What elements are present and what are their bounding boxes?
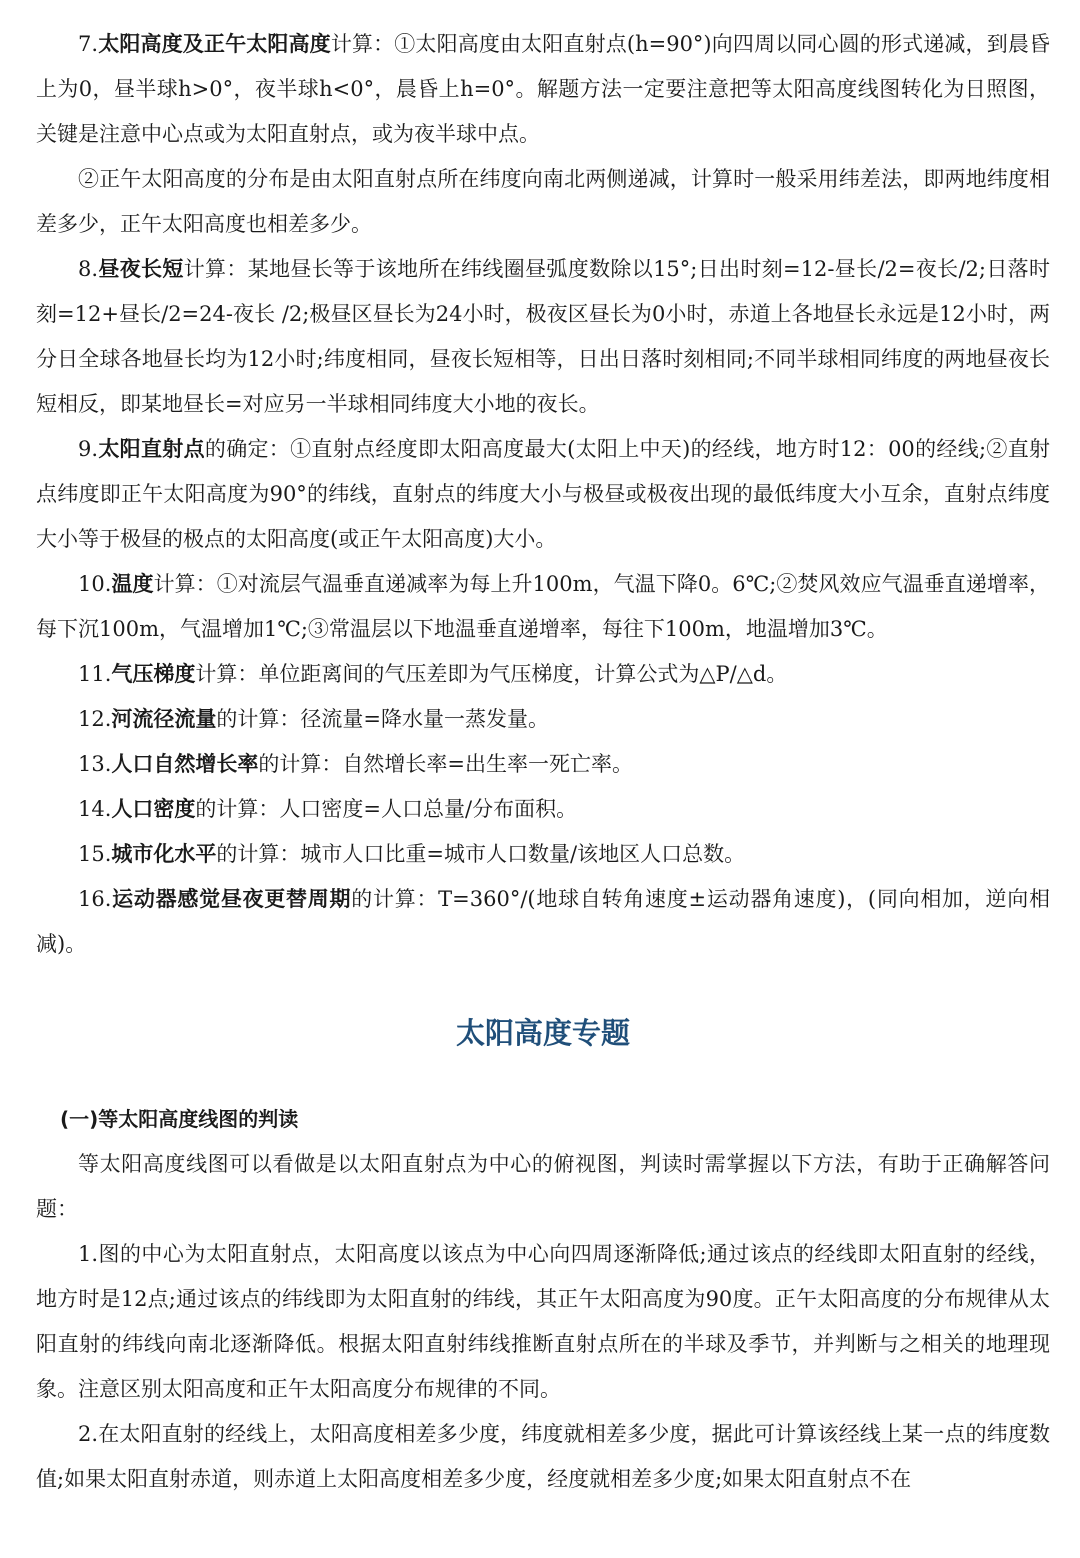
item-text: 的计算：人口密度=人口总量/分布面积。 [195,797,578,821]
item-9 [36,427,1050,562]
section-title: 太阳高度专题 [455,1016,630,1050]
item-text: 计算：某地昼长等于该地所在纬线圈昼弧度数除以15°;日出时刻=12-昼长/2=夜长/2;日落时刻=12+昼长/2=24-夜长 /2;极昼区昼长为24小时，极夜区昼长为0小时，赤道上各地昼长永远是12小时，两分日全球各地昼长均为12小时;纬度相同，昼夜长短相等，日出日落时刻相同;不同半球相同纬度的两地昼夜长短相反，即某地昼长=对应另一半球相同纬度大小地的夜长。 [36,257,1051,416]
item-10 [36,562,1050,652]
item-text: 计算：①太阳高度由太阳直射点(h=90°)向四周以同心圆的形式递减，到晨昏上为0，昼半球h>0°，夜半球h<0°，晨昏上h=0°。解题方法一定要注意把等太阳高度线图转化为日照图，关键是注意中心点或为太阳直射点，或为夜半球中点。 [36,32,1050,146]
section-subheading: (一)等太阳高度线图的判读 [60,1107,299,1131]
section-point-1: 1.图的中心为太阳直射点，太阳高度以该点为中心向四周逐渐降低;通过该点的经线即太阳直射的经线，地方时是12点;通过该点的纬线即为太阳直射的纬线，其正午太阳高度为90度。正午太阳高度的分布规律从太阳直射的纬线向南北逐渐降低。根据太阳直射纬线推断直射点所在的半球及季节，并判断与之相关的地理现象。注意区别太阳高度和正午太阳高度分布规律的不同。 [36,1242,1050,1401]
item-keyword: 太阳直射点 [98,437,205,461]
item-keyword: 人口自然增长率 [111,752,259,776]
item-number: 8. [78,257,99,281]
item-keyword: 人口密度 [111,797,196,821]
item-number: 10. [78,572,112,596]
item-number: 11. [78,662,112,686]
item-text: 的计算：自然增长率=出生率一死亡率。 [258,752,634,776]
item-15 [36,832,1050,877]
item-number: 7. [78,32,99,56]
item-keyword: 河流径流量 [111,707,217,731]
item-number: 15. [78,842,112,866]
item-keyword: 昼夜长短 [98,257,184,281]
item-16 [36,877,1050,967]
item-keyword: 太阳高度及正午太阳高度 [98,32,331,56]
section-point-2: 2.在太阳直射的经线上，太阳高度相差多少度，纬度就相差多少度，据此可计算该经线上某一点的纬度数值;如果太阳直射赤道，则赤道上太阳高度相差多少度，经度就相差多少度;如果太阳直射点不在 [36,1422,1050,1491]
item-text: 的计算：径流量=降水量一蒸发量。 [216,707,550,731]
item-14 [36,787,1050,832]
item-7-part-2 [36,157,1050,247]
item-number: 13. [78,752,112,776]
item-11 [36,652,1050,697]
item-12 [36,697,1050,742]
item-keyword: 运动器感觉昼夜更替周期 [111,887,352,911]
item-text: 的计算：城市人口比重=城市人口数量/该地区人口总数。 [216,842,746,866]
item-8 [36,247,1050,427]
item-text: 计算：①对流层气温垂直递减率为每上升100m，气温下降0。6℃;②焚风效应气温垂直递增率，每下沉100m，气温增加1℃;③常温层以下地温垂直递增率，每往下100m，地温增加3℃。 [36,572,1051,641]
item-keyword: 温度 [111,572,154,596]
item-text: 的确定：①直射点经度即太阳高度最大(太阳上中天)的经线，地方时12：00的经线;②直射点纬度即正午太阳高度为90°的纬线，直射点的纬度大小与极昼或极夜出现的最低纬度大小互余，直射点纬度大小等于极昼的极点的太阳高度(或正午太阳高度)大小。 [36,437,1051,551]
item-text: 计算：单位距离间的气压差即为气压梯度，计算公式为△P/△d。 [195,662,788,686]
section-intro: 等太阳高度线图可以看做是以太阳直射点为中心的俯视图，判读时需掌握以下方法，有助于正确解答问题： [36,1152,1050,1221]
item-number: 16. [78,887,112,911]
item-keyword: 气压梯度 [111,662,196,686]
item-number: 9. [78,437,99,461]
item-13 [36,742,1050,787]
item-number: 12. [78,707,112,731]
item-7 [36,22,1050,157]
item-text: 的计算：T=360°/(地球自转角速度±运动器角速度)，(同向相加，逆向相减)。 [36,887,1050,956]
item-keyword: 城市化水平 [111,842,217,866]
item-text: ②正午太阳高度的分布是由太阳直射点所在纬度向南北两侧递减，计算时一般采用纬差法，即两地纬度相差多少，正午太阳高度也相差多少。 [36,167,1050,236]
item-number: 14. [78,797,112,821]
